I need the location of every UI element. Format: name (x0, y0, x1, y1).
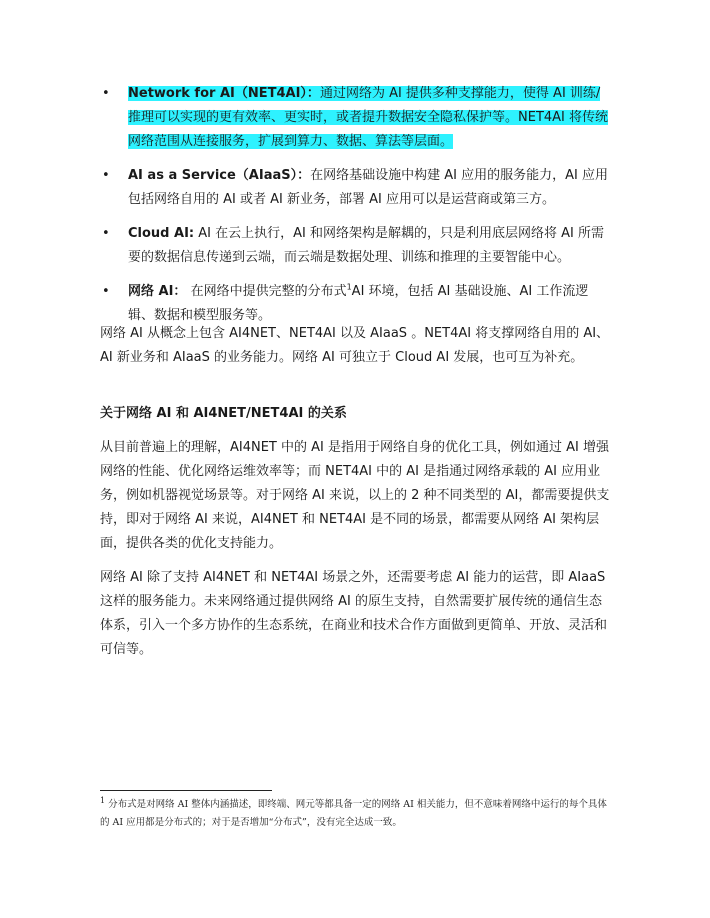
definition-network-ai-part2: AI 环境，包括 AI 基础设施、AI 工作流逻辑、数据和模型服务等。 (128, 284, 589, 323)
term-net4ai: Network for AI（NET4AI）： (128, 86, 320, 101)
term-aiaas: AI as a Service（AIaaS）： (128, 168, 311, 183)
bullet-marker: • (102, 86, 110, 101)
footnote-reference[interactable]: 1 (346, 282, 352, 292)
section-heading: 关于网络 AI 和 AI4NET/NET4AI 的关系 (100, 406, 347, 421)
term-cloud-ai: Cloud AI: (128, 226, 195, 241)
definition-cloud-ai: AI 在云上执行，AI 和网络架构是解耦的，只是利用底层网络将 AI 所需要的数据信息传递到云端，而云端是数据处理、训练和推理的主要智能中心。 (128, 226, 604, 265)
list-item-cloud-ai (100, 222, 612, 270)
paragraph-operations: 网络 AI 除了支持 AI4NET 和 NET4AI 场景之外，还需要考虑 AI 能力的运营，即 AIaaS 这样的服务能力。未来网络通过提供网络 AI 的原生支持，自然需要扩展传统的通信生态体系，引入一个多方协作的生态系统，在商业和技术合作方面做到更简单、开放、灵活和可信等。 (100, 570, 608, 657)
list-item-aiaas (100, 164, 612, 212)
list-item-network-ai (100, 280, 612, 328)
term-network-ai: 网络 AI： (128, 284, 187, 299)
bullet-marker: • (102, 168, 110, 183)
definition-network-ai-part1: 在网络中提供完整的分布式 (186, 284, 347, 299)
definition-aiaas: 在网络基础设施中构建 AI 应用的服务能力，AI 应用包括网络自用的 AI 或者 AI 新业务，部署 AI 应用可以是运营商或第三方。 (128, 168, 608, 207)
list-item-net4ai (100, 82, 612, 154)
definition-net4ai: 通过网络为 AI 提供多种支撑能力，使得 AI 训练/推理可以实现的更有效率、更实时，或者提升数据安全隐私保护等。NET4AI 将传统网络范围从连接服务，扩展到算力、数据、算法等层面。 (128, 86, 609, 149)
bullet-marker: • (102, 226, 110, 241)
definition-list (100, 82, 612, 338)
footnote-divider (100, 790, 272, 791)
footnote-marker: 1 (100, 795, 106, 805)
footnote (100, 796, 612, 832)
paragraph-relationship: 从目前普遍上的理解，AI4NET 中的 AI 是指用于网络自身的优化工具，例如通过 AI 增强网络的性能、优化网络运维效率等；而 NET4AI 中的 AI 是指通过网络承载的 AI 应用业务，例如机器视觉场景等。对于网络 AI 来说，以上的 2 种不同类型的 AI，都需要提供支持，即对于网络 AI 来说，AI4NET 和 NET4AI 是不同的场景，都需要从网络 AI 架构层面，提供各类的优化支持能力。 (100, 440, 610, 551)
paragraph-summary: 网络 AI 从概念上包含 AI4NET、NET4AI 以及 AIaaS 。NET4AI 将支撑网络自用的 AI、AI 新业务和 AIaaS 的业务能力。网络 AI 可独立于 Cloud AI 发展，也可互为补充。 (100, 326, 610, 365)
footnote-text: 分布式是对网络 AI 整体内涵描述，即终端、网元等都具备一定的网络 AI 相关能力，但不意味着网络中运行的每个具体的 AI 应用都是分布式的；对于是否增加“分布式”，没有完全达成一致。 (100, 799, 607, 828)
bullet-marker: • (102, 284, 110, 299)
